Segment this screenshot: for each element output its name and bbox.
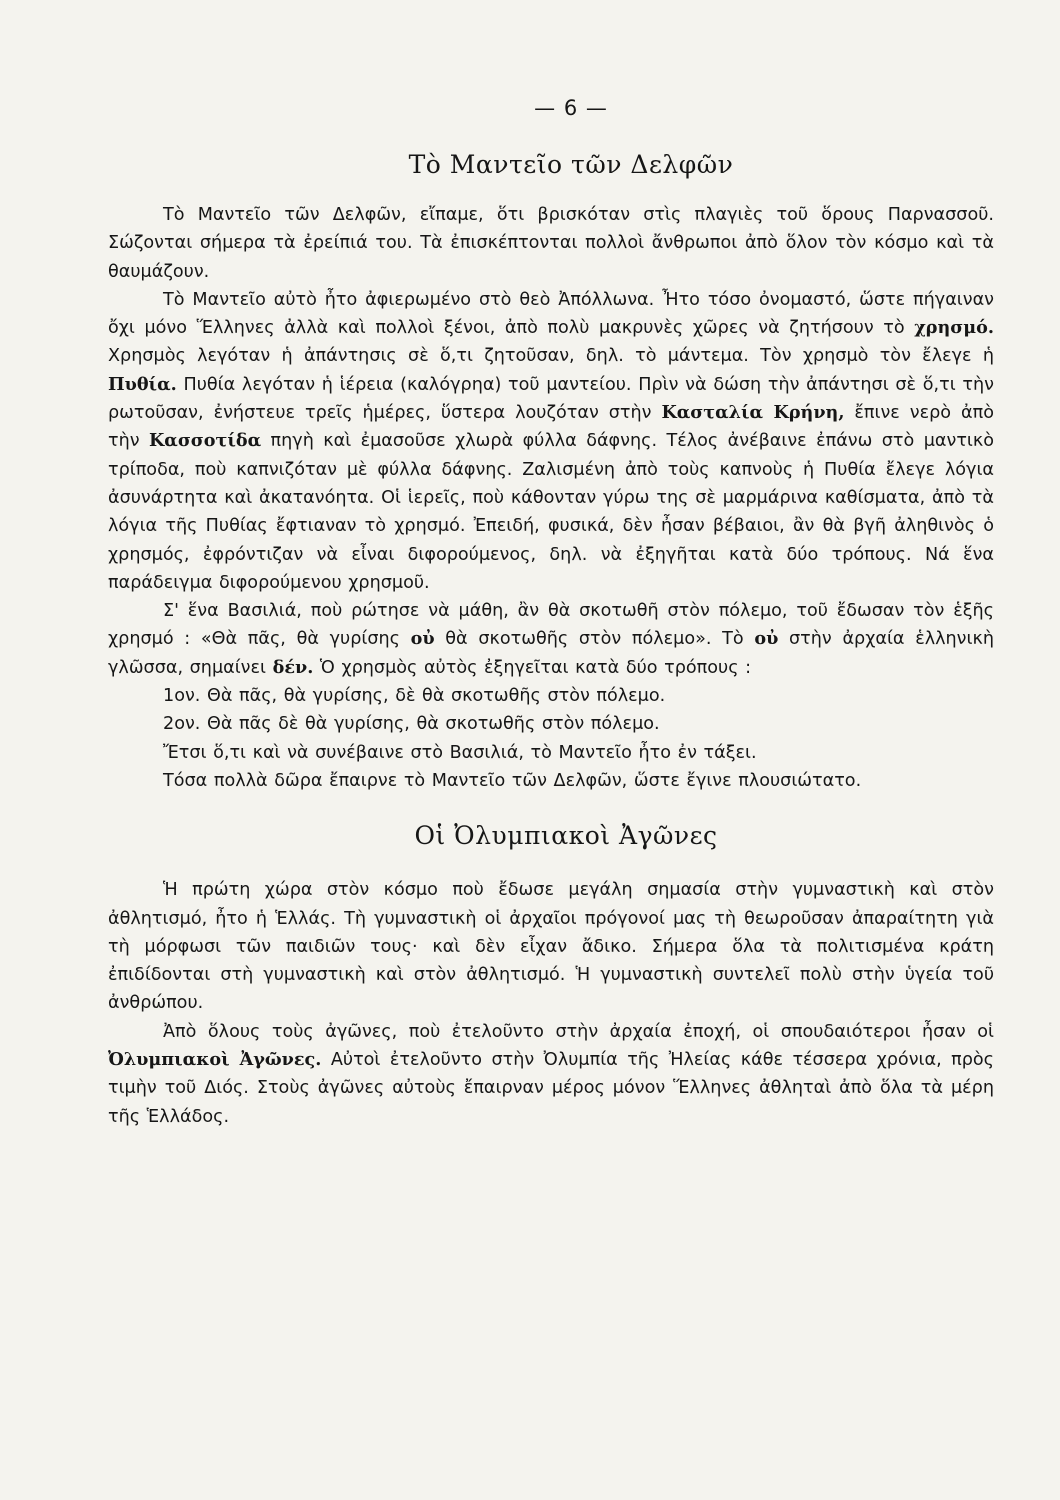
paragraph: Ἔτσι ὅ,τι καὶ νὰ συνέβαινε στὸ Βασιλιά, τὸ Μαντεῖο ἦτο ἐν τάξει. [163,742,757,763]
paragraph [108,597,994,682]
bold-term: οὐ [754,628,779,650]
text-run: Ὁ χρησμὸς αὐτὸς ἐξηγεῖται κατὰ δύο τρόπους : [313,657,752,678]
paragraph [108,286,994,597]
bold-term: Πυθία. [108,373,177,395]
bold-term: χρησμό. [914,317,994,339]
text-run: Αὐτοὶ ἐτελοῦντο στὴν Ὀλυμπία τῆς Ἠλείας κάθε τέσσερα χρόνια, πρὸς τιμὴν τοῦ Διός. Στοὺς ἀγῶνες αὐτοὺς ἔπαιρναν μέρος μόνον Ἕλληνες ἀθληταὶ ἀπὸ ὅλα τὰ μέρη τῆς Ἑλλάδος. [108,1050,994,1127]
bold-term: Κασταλία Κρήνη, [661,402,845,424]
interpretation-1: 1ον. Θὰ πᾶς, θὰ γυρίσης, δὲ θὰ σκοτωθῆς στὸν πόλεμο. [163,686,666,707]
section-title-olympic-games: Οἱ Ὀλυμπιακοὶ Ἀγῶνες [414,821,718,851]
text-run: Πυθία λεγόταν ἡ ἱέρεια (καλόγρηα) τοῦ μαντείου. Πρὶν νὰ δώση τὴν ἀπάντησι σὲ ὅ,τι τὴν ρωτοῦσαν, ἐνήστευε τρεῖς ἡμέρες, ὕστερα λουζόταν στὴν [108,374,994,424]
text-run: Ἀπὸ ὅλους τοὺς ἀγῶνες, ποὺ ἐτελοῦντο στὴν ἀρχαία ἐποχή, οἱ σπουδαιότεροι ἦσαν οἱ [163,1021,994,1042]
paragraph: Τόσα πολλὰ δῶρα ἔπαιρνε τὸ Μαντεῖο τῶν Δελφῶν, ὥστε ἔγινε πλουσιώτατο. [163,770,862,791]
paragraph: Τὸ Μαντεῖο τῶν Δελφῶν, εἴπαμε, ὅτι βρισκόταν στὶς πλαγιὲς τοῦ ὅρους Παρνασσοῦ. Σώζονται σήμερα τὰ ἐρείπιά του. Τὰ ἐπισκέπτονται πολλοὶ ἄνθρωποι ἀπὸ ὅλον τὸν κόσμο καὶ τὰ θαυμάζουν. [108,205,994,282]
bold-term: Κασσοτίδα [149,430,262,452]
text-run: Χρησμὸς λεγόταν ἡ ἀπάντησις σὲ ὅ,τι ζητοῦσαν, δηλ. τὸ μάντεμα. Τὸν χρησμὸ τὸν ἔλεγε ἡ [108,346,994,367]
text-run: θὰ σκοτωθῆς στὸν πόλεμο». Τὸ [434,629,755,650]
text-run: στὴν ἀρχαία ἑλληνικὴ γλῶσσα, σημαίνει [108,629,994,678]
text-run: Τὸ Μαντεῖο αὐτὸ ἦτο ἀφιερωμένο στὸ θεὸ Ἀπόλλωνα. Ἦτο τόσο ὀνομαστό, ὥστε πήγαιναν ὄχι μόνο Ἕλληνες ἀλλὰ καὶ πολλοὶ ξένοι, ἀπὸ πολὺ μακρυνὲς χῶρες νὰ ζητήσουν τὸ [108,289,994,339]
paragraph [108,1018,994,1131]
text-run: ἔπινε νερὸ ἀπὸ τὴν [108,403,994,452]
text-run: Σ' ἕνα Βασιλιά, ποὺ ρώτησε νὰ μάθη, ἂν θὰ σκοτωθῆ στὸν πόλεμο, τοῦ ἔδωσαν τὸν ἑξῆς χρησμό : «Θὰ πᾶς, θὰ γυρίσης [108,601,994,650]
bold-term: Ὀλυμπιακοὶ Ἀγῶνες. [108,1049,322,1071]
bold-term: οὐ [410,628,435,650]
section-title-delphi-oracle: Τὸ Μαντεῖο τῶν Δελφῶν [408,150,734,179]
bold-term: δέν. [272,656,314,678]
page-number: — 6 — [534,96,608,120]
text-run: πηγὴ καὶ ἐμασοῦσε χλωρὰ φύλλα δάφνης. Τέλος ἀνέβαινε ἐπάνω στὸ μαντικὸ τρίποδα, ποὺ καπνιζόταν μὲ φύλλα δάφνης. Ζαλισμένη ἀπὸ τοὺς καπνοὺς ἡ Πυθία ἔλεγε λόγια ἀσυνάρτητα καὶ ἀκατανόητα. Οἱ ἱερεῖς, ποὺ κάθονταν γύρω της σὲ μαρμάρινα καθίσματα, ἀπὸ τὰ λόγια τῆς Πυθίας ἔφτιαναν τὸ χρησμό. Ἐπειδή, φυσικά, δὲν ἦσαν βέβαιοι, ἂν θὰ βγῆ ἀληθινὸς ὁ χρησμός, ἐφρόντιζαν νὰ εἶναι διφορούμενος, δηλ. νὰ ἐξηγῆται κατὰ δύο τρόπους. Νά ἕνα παράδειγμα διφορούμενου χρησμοῦ. [108,431,994,593]
paragraph: Ἡ πρώτη χώρα στὸν κόσμο ποὺ ἔδωσε μεγάλη σημασία στὴν γυμναστικὴ καὶ στὸν ἀθλητισμό, ἦτο ἡ Ἑλλάς. Τὴ γυμναστικὴ οἱ ἀρχαῖοι πρόγονοί μας τὴ θεωροῦσαν ἀπαραίτητη γιὰ τὴ μόρφωσι τῶν παιδιῶν τους· καὶ δὲν εἶχαν ἄδικο. Σήμερα ὅλα τὰ πολιτισμένα κράτη ἐπιδίδονται στὴ γυμναστικὴ καὶ στὸν ἀθλητισμό. Ἡ γυμναστικὴ συντελεῖ πολὺ στὴν ὑγεία τοῦ ἀνθρώπου. [108,880,994,1014]
interpretation-2: 2ον. Θὰ πᾶς δὲ θὰ γυρίσης, θὰ σκοτωθῆς στὸν πόλεμο. [163,714,660,735]
